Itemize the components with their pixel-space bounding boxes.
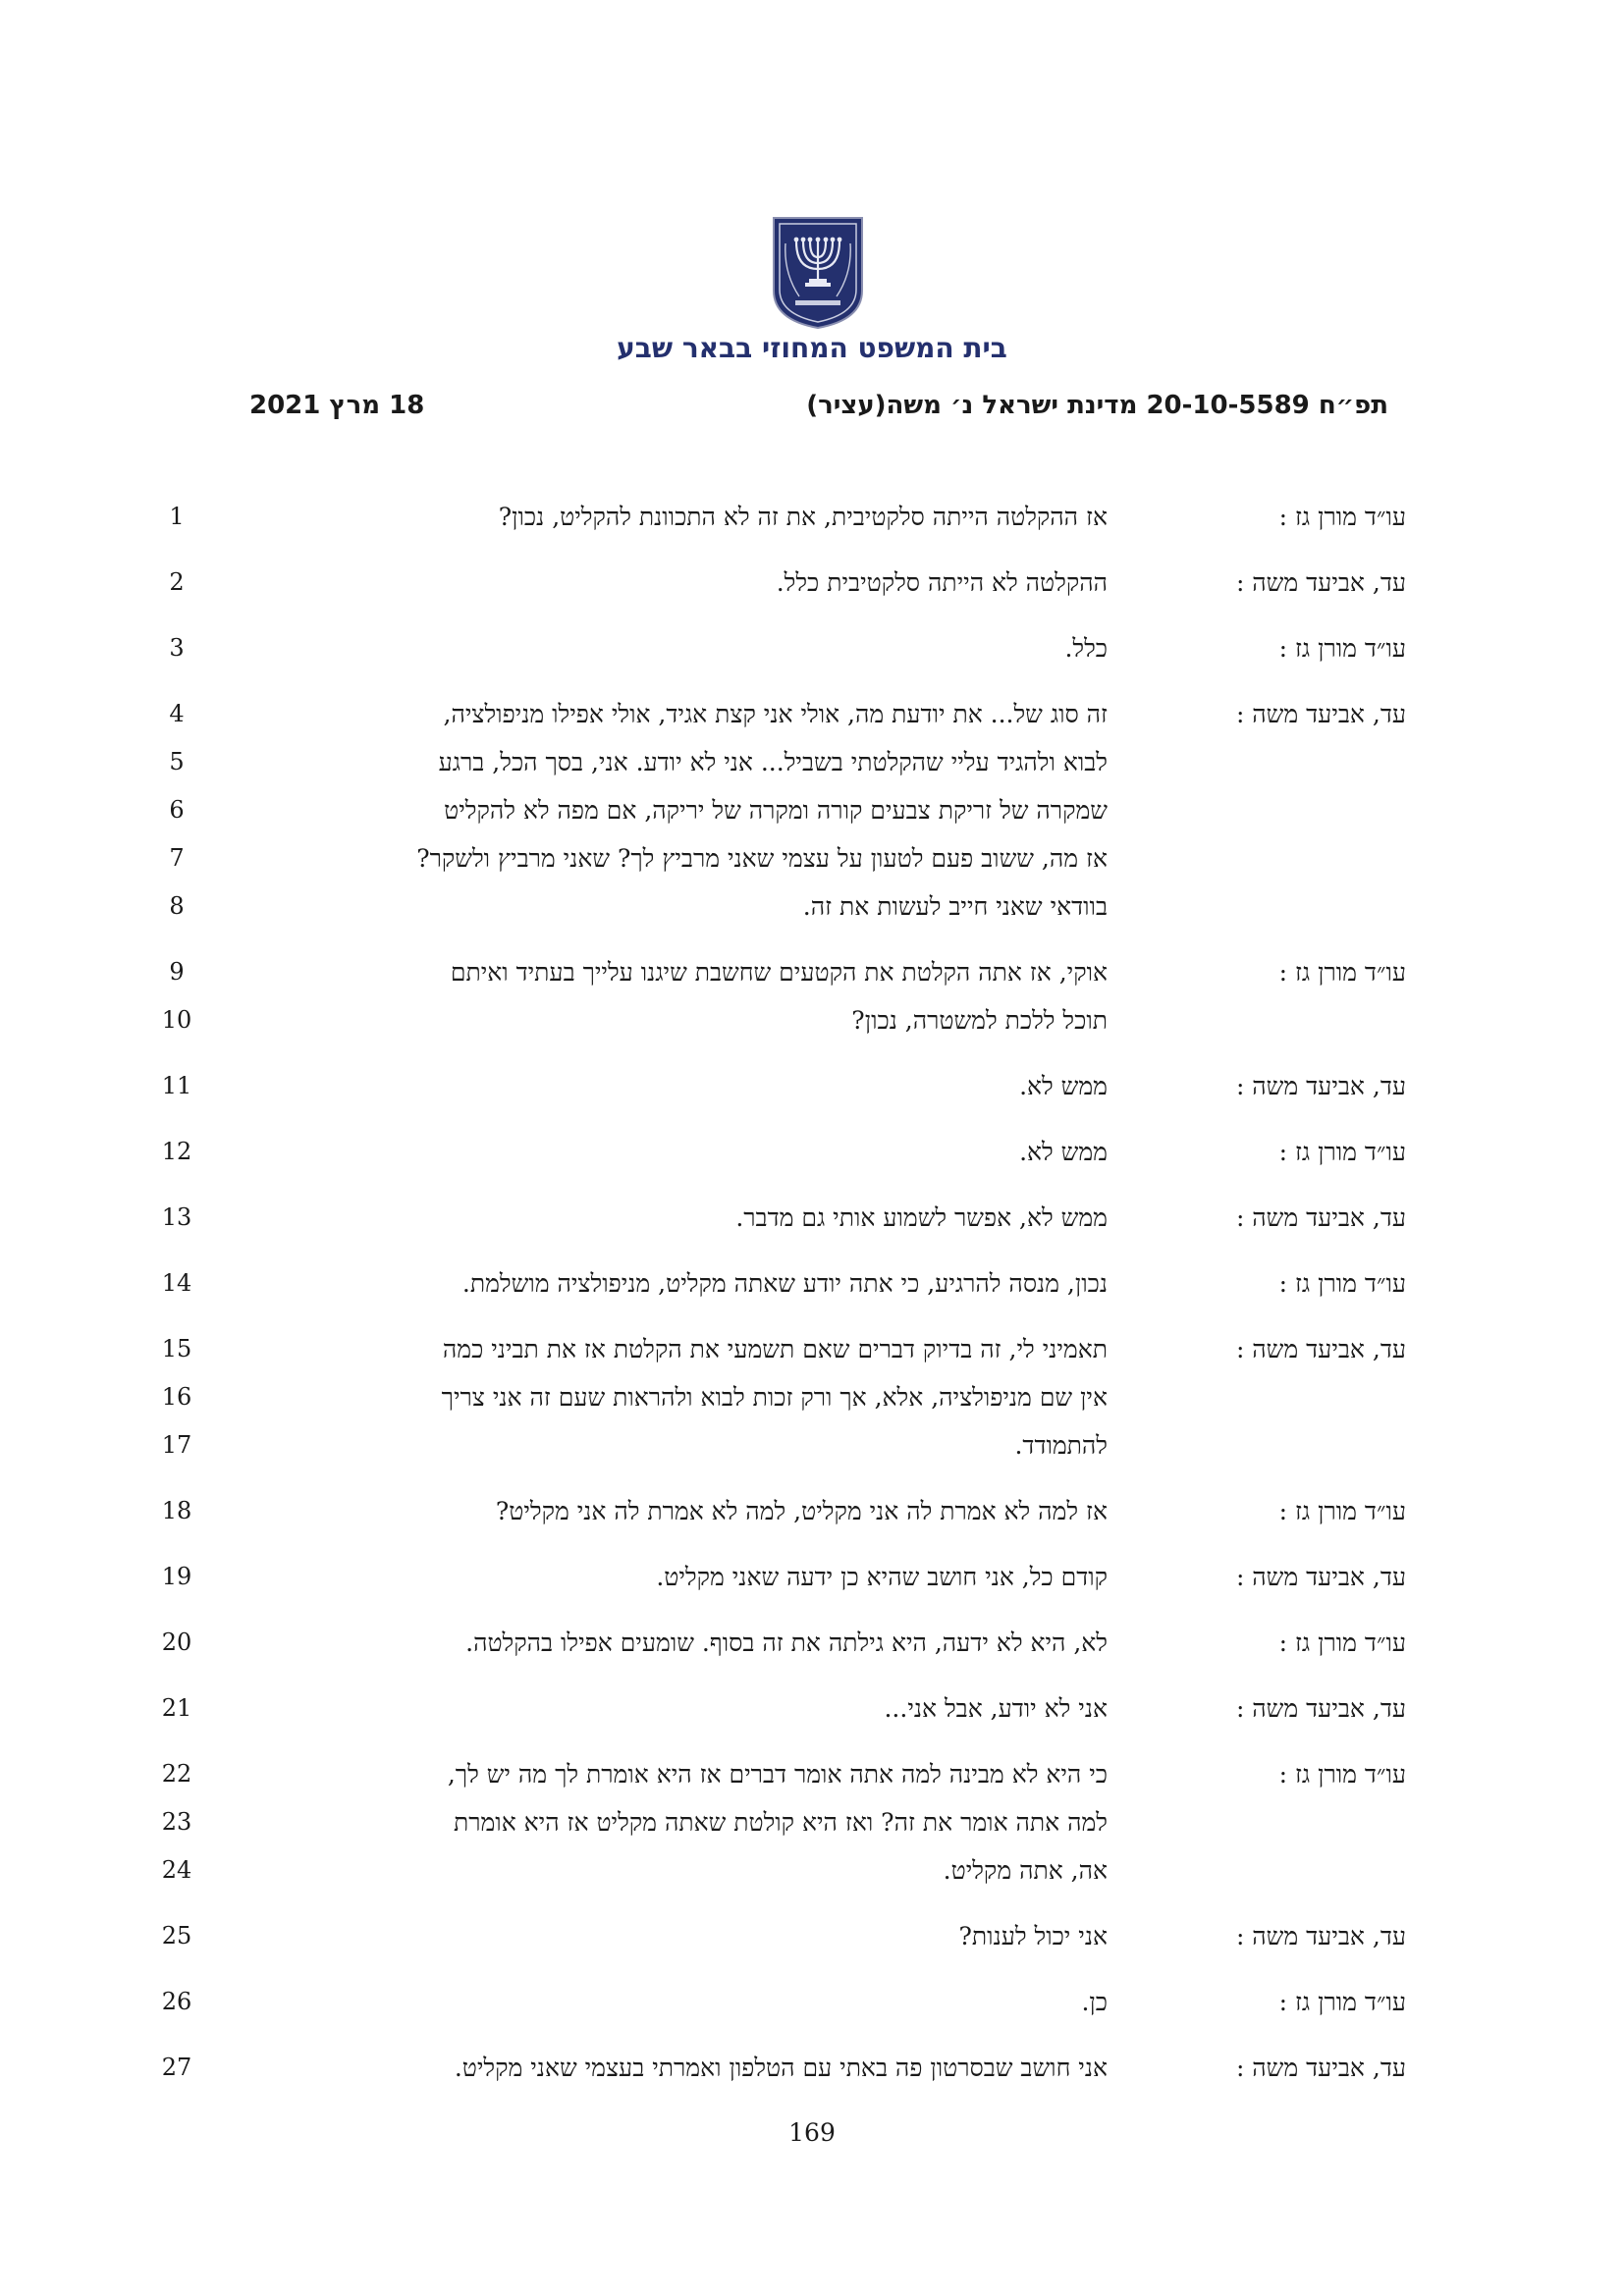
- speaker-label: עד, אביעד משה :: [1235, 1922, 1406, 1950]
- line-numbers: [147, 1684, 206, 1733]
- speech-line: בוודאי שאני חייב לעשות את זה.: [802, 892, 1108, 921]
- line-numbers: [147, 1912, 206, 1960]
- speaker-label: עו״ד מורן גז :: [1278, 1760, 1406, 1789]
- line-number: 25: [161, 1922, 192, 1949]
- line-numbers: [147, 2044, 206, 2092]
- speech-line: אין שם מניפולציה, אלא, אך ורק זכות לבוא ולהראות שעם זה אני צריך: [441, 1383, 1108, 1412]
- speech-line: תאמיני לי, זה בדיוק דברים שאם תשמעי את הקלטת אז את תביני כמה: [442, 1335, 1108, 1363]
- line-number: 23: [161, 1808, 192, 1836]
- line-number: 27: [161, 2054, 192, 2081]
- speaker-label: עד, אביעד משה :: [1235, 1072, 1406, 1100]
- speech-line: למה אתה אומר את זה? ואז היא קולטת שאתה מקליט אז היא אומרת: [453, 1808, 1108, 1837]
- speaker-label: עו״ד מורן גז :: [1278, 1269, 1406, 1298]
- line-number: 21: [161, 1694, 192, 1722]
- speaker-label: עד, אביעד משה :: [1235, 2054, 1406, 2082]
- speech-text: [253, 2044, 1108, 2092]
- line-numbers: [147, 559, 206, 607]
- speaker-label: עד, אביעד משה :: [1235, 1563, 1406, 1591]
- speech-line: אז ההקלטה הייתה סלקטיבית, את זה לא התכוונת להקליט, נכון?: [498, 503, 1108, 531]
- line-number: 3: [169, 634, 185, 662]
- speaker-label: עו״ד מורן גז :: [1278, 1629, 1406, 1657]
- line-number: 16: [161, 1383, 192, 1411]
- speech-text: [253, 690, 1108, 931]
- speech-line: אה, אתה מקליט.: [943, 1856, 1108, 1885]
- line-number: 9: [169, 958, 185, 986]
- line-numbers: [147, 690, 206, 931]
- speaker-label: עו״ד מורן גז :: [1278, 634, 1406, 663]
- line-number: 17: [161, 1431, 192, 1459]
- hearing-date: 18 מרץ 2021: [249, 391, 425, 420]
- line-number: 5: [169, 748, 185, 775]
- speech-text: [253, 1553, 1108, 1601]
- speech-text: [253, 1619, 1108, 1667]
- line-number: 13: [161, 1203, 192, 1231]
- speech-line: ההקלטה לא הייתה סלקטיבית כלל.: [776, 568, 1108, 597]
- line-numbers: [147, 1553, 206, 1601]
- line-number: 10: [161, 1006, 192, 1034]
- line-number: 12: [161, 1138, 192, 1165]
- speech-line: כן.: [1081, 1988, 1108, 2016]
- speech-line: אני יכול לענות?: [958, 1922, 1108, 1950]
- speech-text: [253, 559, 1108, 607]
- speech-text: [253, 1325, 1108, 1469]
- line-number: 14: [161, 1269, 192, 1297]
- court-name: בית המשפט המחוזי בבאר שבע: [617, 332, 1007, 364]
- speech-line: אוקי, אז אתה הקלטת את הקטעים שחשבת שיגנו עלייך בעתיד ואיתם: [450, 958, 1108, 987]
- speaker-label: עד, אביעד משה :: [1235, 1335, 1406, 1363]
- line-numbers: [147, 948, 206, 1044]
- speech-line: שמקרה של זריקת צבעים קורה ומקרה של יריקה, אם מפה לא להקליט: [444, 796, 1108, 825]
- speech-line: תוכל ללכת למשטרה, נכון?: [851, 1006, 1108, 1035]
- speech-line: קודם כל, אני חושב שהיא כן ידעה שאני מקליט.: [656, 1563, 1108, 1591]
- speech-text: [253, 1128, 1108, 1176]
- speech-text: [253, 1062, 1108, 1110]
- line-number: 15: [161, 1335, 192, 1362]
- speech-text: [253, 493, 1108, 541]
- speaker-label: עד, אביעד משה :: [1235, 568, 1406, 597]
- speech-text: [253, 1912, 1108, 1960]
- speaker-label: עו״ד מורן גז :: [1278, 958, 1406, 987]
- speech-text: [253, 1750, 1108, 1895]
- line-numbers: [147, 1128, 206, 1176]
- line-number: 1: [169, 503, 185, 530]
- line-numbers: [147, 1325, 206, 1469]
- speech-line: אני לא יודע, אבל אני...: [884, 1694, 1108, 1723]
- state-emblem-icon: [770, 214, 866, 330]
- line-number: 18: [161, 1497, 192, 1524]
- speech-line: ממש לא.: [1019, 1138, 1108, 1166]
- line-number: 8: [169, 892, 185, 920]
- speech-text: [253, 1978, 1108, 2026]
- speech-line: להתמודד.: [1014, 1431, 1108, 1460]
- speaker-label: עו״ד מורן גז :: [1278, 503, 1406, 531]
- line-numbers: [147, 1750, 206, 1895]
- speaker-label: עד, אביעד משה :: [1235, 700, 1406, 728]
- speech-text: [253, 1194, 1108, 1242]
- speech-text: [253, 1487, 1108, 1535]
- line-number: 6: [169, 796, 185, 824]
- speaker-label: עו״ד מורן גז :: [1278, 1138, 1406, 1166]
- speaker-label: עד, אביעד משה :: [1235, 1694, 1406, 1723]
- line-numbers: [147, 1062, 206, 1110]
- speech-text: [253, 1259, 1108, 1308]
- speech-line: כי היא לא מבינה למה אתה אומר דברים אז היא אומרת לך מה יש לך,: [447, 1760, 1108, 1789]
- speech-text: [253, 1684, 1108, 1733]
- line-numbers: [147, 1194, 206, 1242]
- speech-text: [253, 624, 1108, 672]
- line-number: 2: [169, 568, 185, 596]
- speaker-label: עו״ד מורן גז :: [1278, 1988, 1406, 2016]
- speech-line: כלל.: [1064, 634, 1108, 663]
- line-number: 24: [161, 1856, 192, 1884]
- line-number: 11: [161, 1072, 192, 1099]
- case-reference: תפ״ח 20-10-5589 מדינת ישראל נ׳ משה(עציר): [806, 391, 1388, 420]
- line-numbers: [147, 1978, 206, 2026]
- speech-line: לבוא ולהגיד עליי שהקלטתי בשביל... אני לא יודע. אני, בסך הכל, ברגע: [438, 748, 1108, 776]
- speech-line: ממש לא.: [1019, 1072, 1108, 1100]
- line-numbers: [147, 624, 206, 672]
- line-numbers: [147, 493, 206, 541]
- speech-line: זה סוג של... את יודעת מה, אולי אני קצת אגיד, אולי אפילו מניפולציה,: [443, 700, 1108, 728]
- line-numbers: [147, 1619, 206, 1667]
- speech-text: [253, 948, 1108, 1044]
- speech-line: אני חושב שבסרטון פה באתי עם הטלפון ואמרתי בעצמי שאני מקליט.: [454, 2054, 1108, 2082]
- line-number: 26: [161, 1988, 192, 2015]
- line-number: 22: [161, 1760, 192, 1788]
- speech-line: אז למה לא אמרת לה אני מקליט, למה לא אמרת לה אני מקליט?: [495, 1497, 1108, 1525]
- line-numbers: [147, 1259, 206, 1308]
- line-number: 20: [161, 1629, 192, 1656]
- speaker-label: עו״ד מורן גז :: [1278, 1497, 1406, 1525]
- speech-line: לא, היא לא ידעה, היא גילתה את זה בסוף. שומעים אפילו בהקלטה.: [465, 1629, 1108, 1657]
- speech-line: נכון, מנסה להרגיע, כי אתה יודע שאתה מקליט, מניפולציה מושלמת.: [461, 1269, 1108, 1298]
- speaker-label: עד, אביעד משה :: [1235, 1203, 1406, 1232]
- line-number: 19: [161, 1563, 192, 1590]
- speech-line: ממש לא, אפשר לשמוע אותי גם מדבר.: [735, 1203, 1108, 1232]
- line-number: 7: [169, 844, 185, 872]
- speech-line: אז מה, ששוב פעם לטעון על עצמי שאני מרביץ לך? שאני מרביץ ולשקר?: [416, 844, 1108, 873]
- line-number: 4: [169, 700, 185, 727]
- page-number: 169: [788, 2118, 836, 2147]
- line-numbers: [147, 1487, 206, 1535]
